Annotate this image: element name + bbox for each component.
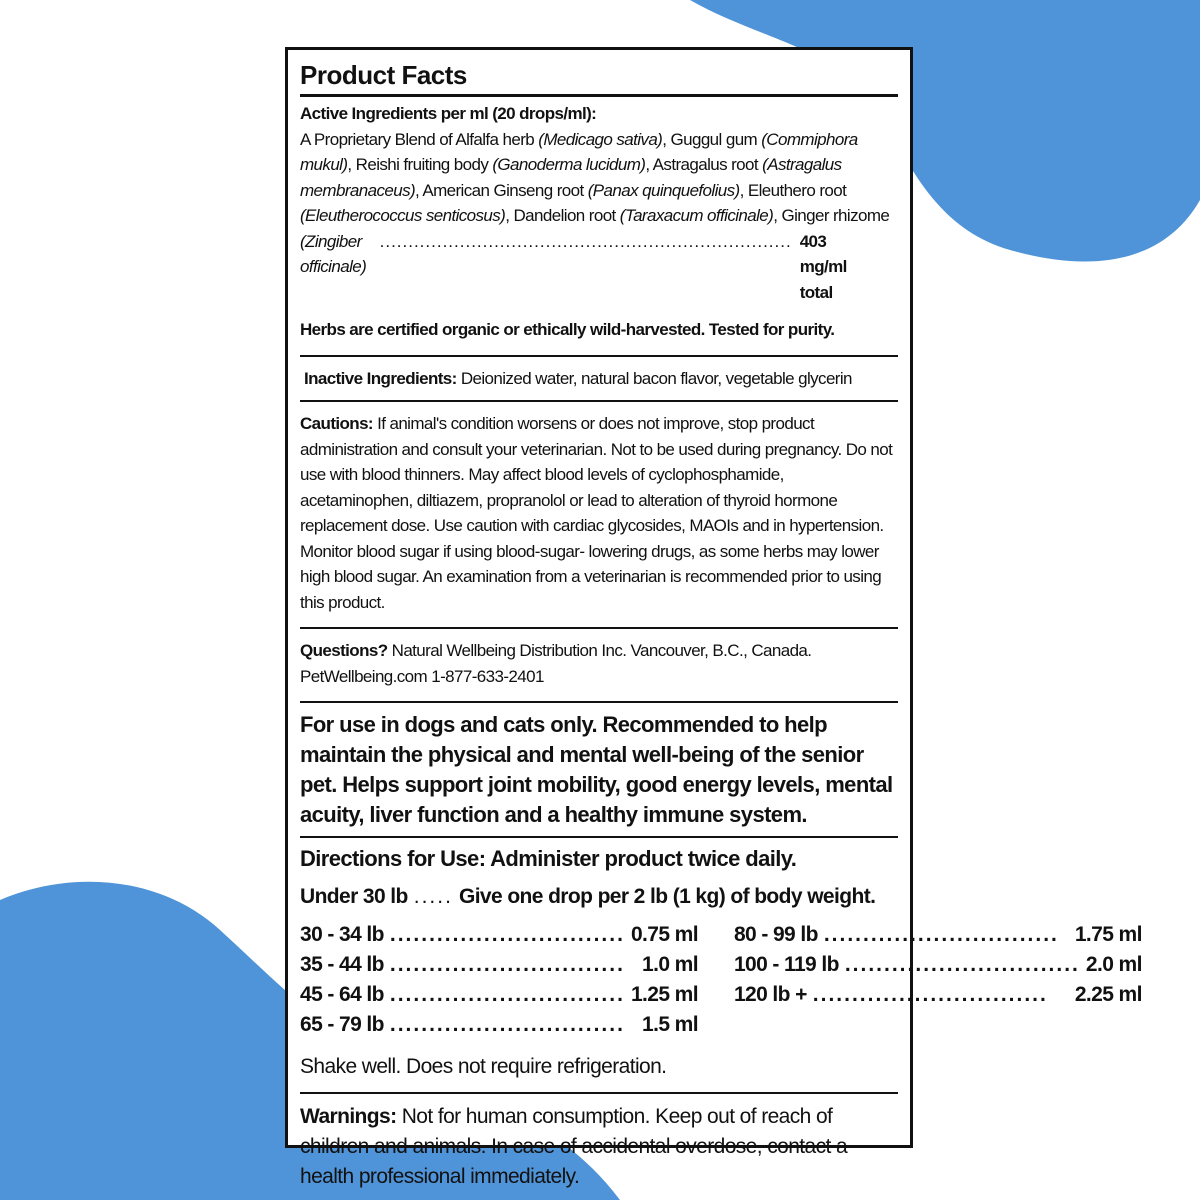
dose-column-right xyxy=(734,920,1142,1040)
ingredient-latin: (Panax quinquefolius) xyxy=(587,180,740,200)
dose-row xyxy=(300,920,698,950)
ingredient-latin: (Astragalus membranaceus) xyxy=(300,155,842,200)
ingredient-text: , Reishi fruiting body xyxy=(347,155,493,174)
leader-dots: .............................. xyxy=(812,983,1048,1006)
dose-amount: 1.25 ml xyxy=(630,983,698,1006)
dose-weight: 120 lb + xyxy=(733,983,807,1006)
dose-amount: 0.75 ml xyxy=(630,923,698,946)
dose-amount: 1.0 ml xyxy=(642,953,698,976)
leader-dots: .............................. xyxy=(389,1013,625,1036)
questions-label: Questions? xyxy=(300,641,388,660)
dose-weight: 65 - 79 lb xyxy=(300,1013,384,1036)
dose-amount: 2.0 ml xyxy=(1085,953,1142,976)
dose-row xyxy=(734,980,1142,1010)
cautions-section xyxy=(300,402,898,629)
ingredient-latin: (Zingiber officinale) xyxy=(300,231,367,276)
leader-dots: .............................. xyxy=(389,953,625,976)
ingredient-latin: (Medicago sativa) xyxy=(538,129,663,149)
storage-note: Shake well. Does not require refrigeration. xyxy=(300,1055,667,1078)
ingredient-text: , Eleuthero root xyxy=(739,180,847,200)
active-ingredients-heading: Active Ingredients per ml (20 drops/ml): xyxy=(300,104,597,123)
organic-note: Herbs are certified organic or ethically wild-harvested. Tested for purity. xyxy=(300,320,835,339)
dose-row xyxy=(300,950,698,980)
dose-amount: 1.5 ml xyxy=(642,1013,698,1036)
warnings-label: Warnings: xyxy=(300,1105,397,1128)
dose-weight: 45 - 64 lb xyxy=(300,983,384,1006)
ingredient-text: , Dandelion root xyxy=(505,206,620,225)
ingredient-latin: (Taraxacum officinale) xyxy=(619,206,774,225)
inactive-ingredients-label: Inactive Ingredients: xyxy=(304,368,457,388)
use-statement: For use in dogs and cats only. Recommended to help maintain the physical and mental well-being of the senior pet. Helps support joint mobility, good energy levels, mental acuity, liver function and a healthy immune system. xyxy=(300,703,898,838)
dose-row xyxy=(300,980,698,1010)
distributor-text: Natural Wellbeing Distribution Inc. Vancouver, B.C., Canada. xyxy=(387,641,812,660)
dose-amount: Give one drop per 2 lb (1 kg) of body weight. xyxy=(458,885,876,908)
dose-column-left xyxy=(300,920,698,1040)
questions-line xyxy=(300,638,898,664)
ingredient-text: , Guggul gum xyxy=(662,129,762,149)
dose-weight: 35 - 44 lb xyxy=(300,953,384,976)
leader-dots: .............................. xyxy=(389,923,625,946)
ingredient-text: A Proprietary Blend of Alfalfa herb xyxy=(300,129,539,149)
ingredient-text: , Ginger rhizome xyxy=(773,206,890,225)
directions-heading: Directions for Use: Administer product twice daily. xyxy=(300,846,797,871)
active-ingredients-section xyxy=(300,97,898,357)
warnings-text: Not for human consumption. Keep out of reach of children and animals. In case of accidental overdose, contact a health professional immediately. xyxy=(300,1105,848,1188)
dose-row xyxy=(734,920,1142,950)
dose-weight: 100 - 119 lb xyxy=(733,953,839,976)
dose-weight: Under 30 lb xyxy=(300,885,408,908)
inactive-ingredients-text: Deionized water, natural bacon flavor, vegetable glycerin xyxy=(456,368,852,388)
ingredient-latin: (Eleutherococcus senticosus) xyxy=(300,206,506,225)
leader-dots: ..... xyxy=(413,885,453,908)
blend-total: 403 mg/ml total xyxy=(799,231,847,302)
label-title: Product Facts xyxy=(300,60,898,97)
leader-dots: .............................. xyxy=(823,923,1059,946)
website-phone: PetWellbeing.com 1-877-633-2401 xyxy=(300,666,544,686)
leader-dots: ........................................................................ xyxy=(379,231,792,251)
total-line xyxy=(300,229,898,306)
ingredient-text: , Astragalus root xyxy=(645,155,763,174)
directions-section xyxy=(300,838,1142,1094)
inactive-ingredients-section xyxy=(300,357,898,403)
dose-weight: 30 - 34 lb xyxy=(300,923,384,946)
questions-section xyxy=(300,629,898,703)
dose-weight: 80 - 99 lb xyxy=(733,923,818,946)
leader-dots: .............................. xyxy=(389,983,625,1006)
cautions-label: Cautions: xyxy=(300,414,373,433)
leader-dots: .............................. xyxy=(844,953,1080,976)
dose-amount: 1.75 ml xyxy=(1074,923,1142,946)
ingredient-latin: (Ganoderma lucidum) xyxy=(492,155,646,174)
warnings-section xyxy=(300,1094,898,1192)
under-30-row xyxy=(300,882,898,912)
dose-table xyxy=(300,920,1142,1040)
product-facts-label xyxy=(285,47,1142,1188)
ingredient-latin: (Commiphora mukul) xyxy=(300,129,858,174)
dose-amount: 2.25 ml xyxy=(1074,983,1142,1006)
cautions-text: If animal's condition worsens or does not improve, stop product administration and consult your veterinarian. Not to be used during pregnancy. Do not use with blood thinners. May affect blood levels of cyclophosphamide, acetaminophen, diltiazem, propranolol or lead to alteration of thyroid hormone replacement dose. Use caution with cardiac glycosides, MAOIs and in hypertension. Monitor blood sugar if using blood-sugar- lowering drugs, as some herbs may lower high blood sugar. An examination from a veterinarian is recommended prior to using this product. xyxy=(300,414,893,612)
active-ingredients-text xyxy=(300,127,898,229)
ingredient-text: , American Ginseng root xyxy=(415,180,588,200)
dose-row xyxy=(300,1010,698,1040)
dose-row xyxy=(734,950,1142,980)
